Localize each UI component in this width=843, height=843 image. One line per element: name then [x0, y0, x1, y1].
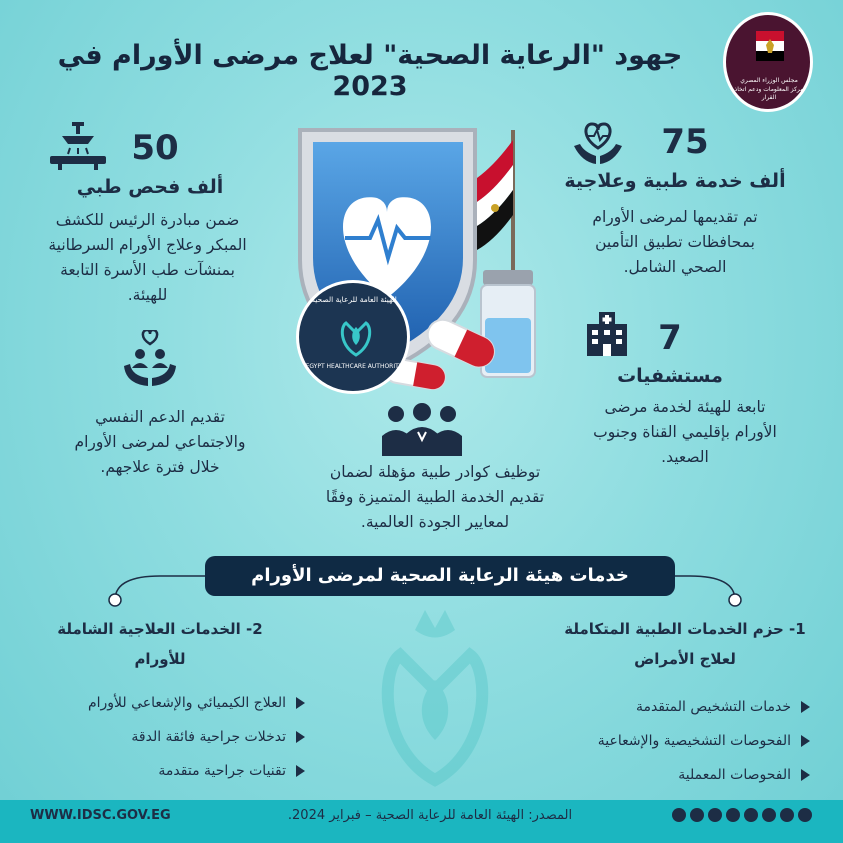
services-number: 75 — [661, 122, 709, 162]
list-item: الفحوصات المعملية — [520, 758, 810, 792]
hospital-icon — [583, 312, 631, 356]
hospitals-label: مستشفيات — [617, 365, 723, 387]
chat-icon[interactable] — [762, 808, 776, 822]
exams-label: ألف فحص طبي — [76, 176, 224, 198]
support-hands-icon — [122, 330, 178, 388]
logo-text-line2: مركز المعلومات ودعم اتخاذ القرار — [734, 86, 804, 101]
source-text: المصدر: الهيئة العامة للرعاية الصحية – فبراير 2024. — [287, 808, 573, 823]
youtube-icon[interactable] — [744, 808, 758, 822]
heart-hands-icon — [572, 118, 624, 168]
bullet-triangle-icon — [801, 735, 810, 747]
logo-text-line1: مجلس الوزراء المصري — [740, 77, 798, 84]
staff-desc: توظيف كوادر طبية مؤهلة لضمان تقديم الخدمة الطبية المتميزة وفقًا لمعايير الجودة العالمية. — [325, 463, 545, 531]
list-item: العلاج الكيميائي والإشعاعي للأورام — [20, 686, 305, 720]
list-item: تقنيات جراحية متقدمة — [20, 754, 305, 788]
support-desc: تقديم الدعم النفسي والاجتماعي لمرضى الأورام خلال فترة علاجهم. — [74, 408, 246, 476]
list-item: الفحوصات التشخيصية والإشعاعية — [520, 724, 810, 758]
facebook-icon[interactable] — [672, 808, 686, 822]
idsc-logo — [723, 12, 813, 112]
services-label: ألف خدمة طبية وعلاجية — [564, 170, 786, 192]
bullet-triangle-icon — [801, 769, 810, 781]
eha-tulip-icon — [336, 315, 376, 357]
x-icon[interactable] — [690, 808, 704, 822]
bullet-triangle-icon — [296, 731, 305, 743]
eha-badge — [296, 280, 410, 394]
services-col1-title: 1- حزم الخدمات الطبية المتكاملة لعلاج الأمراض — [564, 620, 806, 668]
instagram-icon[interactable] — [708, 808, 722, 822]
services-desc: تم تقديمها لمرضى الأورام بمحافظات تطبيق التأمين الصحي الشامل. — [592, 208, 758, 276]
services-col2-title: 2- الخدمات العلاجية الشاملة للأورام — [57, 620, 263, 668]
telegram-icon[interactable] — [780, 808, 794, 822]
hospitals-number: 7 — [658, 318, 682, 358]
services-col1-list — [520, 690, 810, 792]
bullet-triangle-icon — [801, 701, 810, 713]
bullet-triangle-icon — [296, 697, 305, 709]
exams-desc: ضمن مبادرة الرئيس للكشف المبكر وعلاج الأورام السرطانية بمنشآت طب الأسرة التابعة للهيئة. — [48, 211, 247, 304]
medical-scan-icon — [48, 122, 108, 170]
exams-number: 50 — [131, 128, 179, 168]
social-icons — [672, 808, 812, 822]
services-section-title: خدمات هيئة الرعاية الصحية لمرضى الأورام — [205, 556, 675, 596]
linkedin-icon[interactable] — [726, 808, 740, 822]
eha-watermark-icon — [370, 600, 500, 790]
badge-arabic-text: الهيئة العامة للرعاية الصحية — [311, 295, 397, 304]
bullet-triangle-icon — [296, 765, 305, 777]
services-col2-list — [20, 686, 305, 788]
threads-icon[interactable] — [798, 808, 812, 822]
badge-english-text: EGYPT HEALTHCARE AUTHORITY — [305, 363, 403, 370]
egypt-eagle-icon — [756, 31, 784, 61]
list-item: تدخلات جراحية فائقة الدقة — [20, 720, 305, 754]
hospitals-desc: تابعة للهيئة لخدمة مرضى الأورام بإقليمي القناة وجنوب الصعيد. — [593, 398, 777, 466]
list-item: خدمات التشخيص المتقدمة — [520, 690, 810, 724]
medical-staff-icon — [378, 402, 466, 456]
website-link[interactable]: WWW.IDSC.GOV.EG — [30, 808, 171, 823]
page-title: جهود "الرعاية الصحية" لعلاج مرضى الأورام في 2023 — [57, 40, 683, 102]
